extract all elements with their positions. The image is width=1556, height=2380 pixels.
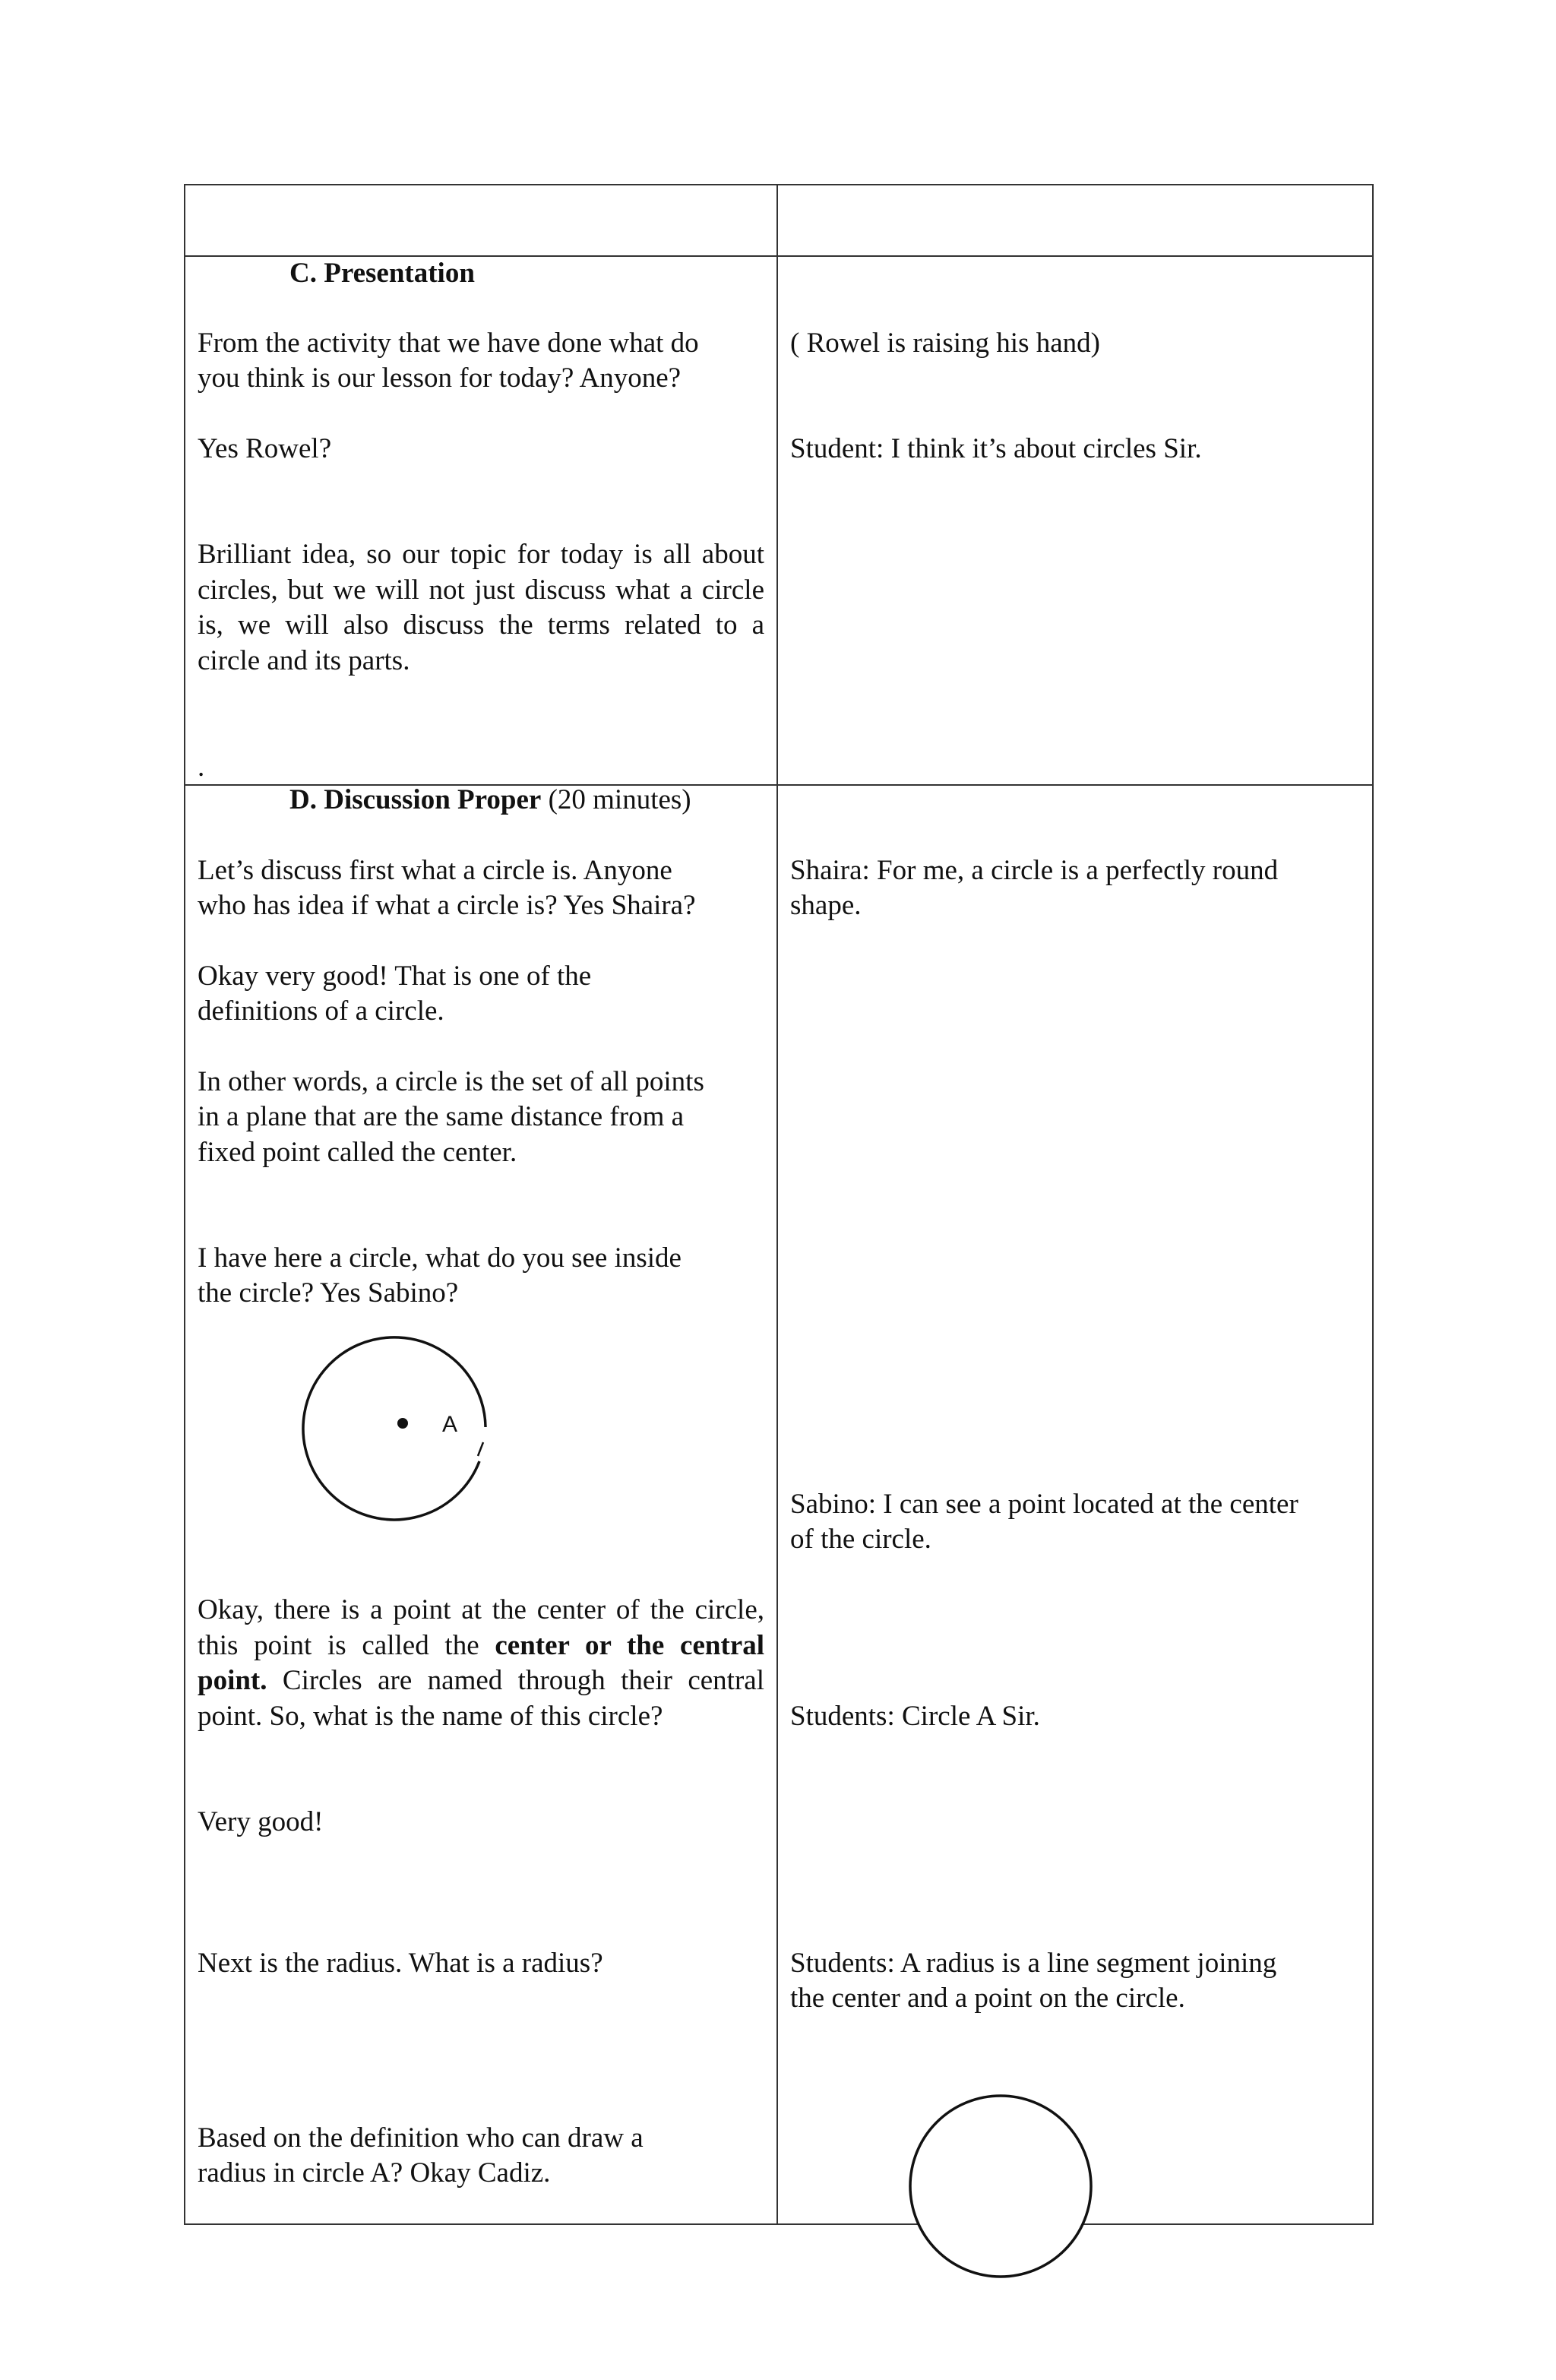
discussion-p2-line-1: Okay very good! That is one of the — [198, 961, 592, 992]
sabino-answer-line-1: Sabino: I can see a point located at the center — [790, 1489, 1298, 1520]
discussion-heading-duration: (20 minutes) — [541, 784, 691, 815]
sabino-answer-line-2: of the circle. — [790, 1524, 931, 1555]
circle-a-outline — [303, 1337, 485, 1520]
discussion-p1-line-2: who has idea if what a circle is? Yes Shaira? — [198, 890, 696, 921]
discussion-p5-part-1: Okay, there is a point at the center of the circle, this point is called the — [198, 1594, 764, 1661]
shaira-answer-line-2: shape. — [790, 890, 862, 921]
discussion-p8-line-1: Based on the definition who can draw a — [198, 2122, 644, 2154]
lesson-table — [184, 184, 1374, 2225]
rowel-answer: Student: I think it’s about circles Sir. — [790, 433, 1202, 464]
discussion-p6: Very good! — [198, 1806, 324, 1837]
presentation-question-line-1: From the activity that we have done what do — [198, 328, 699, 359]
presentation-question-line-2: you think is our lesson for today? Anyone? — [198, 362, 682, 394]
discussion-p3-line-1: In other words, a circle is the set of all points — [198, 1066, 704, 1097]
presentation-trailing-dot: . — [198, 752, 205, 783]
presentation-heading: C. Presentation — [289, 258, 475, 289]
students-radius-answer-line-2: the center and a point on the circle. — [790, 1983, 1185, 2014]
discussion-p5-bold-term: center or the central point. — [198, 1629, 764, 1696]
discussion-p8-line-2: radius in circle A? Okay Cadiz. — [198, 2157, 551, 2189]
presentation-topic-paragraph: Brilliant idea, so our topic for today is all about circles, but we will not just discuss what a circle is, we will also discuss the terms related to a circle and its parts. — [198, 539, 764, 676]
students-radius-answer-line-1: Students: A radius is a line segment joining — [790, 1948, 1277, 1979]
circle-a-figure — [301, 1321, 498, 1518]
shaira-answer-line-1: Shaira: For me, a circle is a perfectly round — [790, 855, 1279, 886]
radius-circle-figure — [906, 2091, 1096, 2281]
circle-a-outline-end — [478, 1442, 483, 1456]
center-point-dot — [397, 1418, 408, 1429]
discussion-p4-line-1: I have here a circle, what do you see inside — [198, 1242, 682, 1274]
discussion-heading-bold: D. Discussion Proper — [289, 784, 542, 815]
radius-circle-outline — [910, 2096, 1091, 2277]
rowel-action: ( Rowel is raising his hand) — [790, 328, 1100, 359]
discussion-heading — [289, 783, 691, 818]
discussion-p2-line-2: definitions of a circle. — [198, 995, 444, 1027]
discussion-p3-line-2: in a plane that are the same distance from a — [198, 1101, 685, 1132]
discussion-p4-line-2: the circle? Yes Sabino? — [198, 1277, 459, 1309]
discussion-p7: Next is the radius. What is a radius? — [198, 1948, 603, 1979]
discussion-p1-line-1: Let’s discuss first what a circle is. Anyone — [198, 855, 672, 886]
presentation-call-rowel: Yes Rowel? — [198, 433, 332, 464]
discussion-p3-line-3: fixed point called the center. — [198, 1137, 517, 1168]
center-point-label: A — [442, 1412, 458, 1437]
students-circle-name-answer: Students: Circle A Sir. — [790, 1701, 1040, 1732]
discussion-p5-paragraph — [198, 1593, 764, 1734]
column-divider — [776, 185, 778, 2223]
discussion-p5-part-2: Circles are named through their central point. So, what is the name of this circle? — [198, 1665, 764, 1732]
